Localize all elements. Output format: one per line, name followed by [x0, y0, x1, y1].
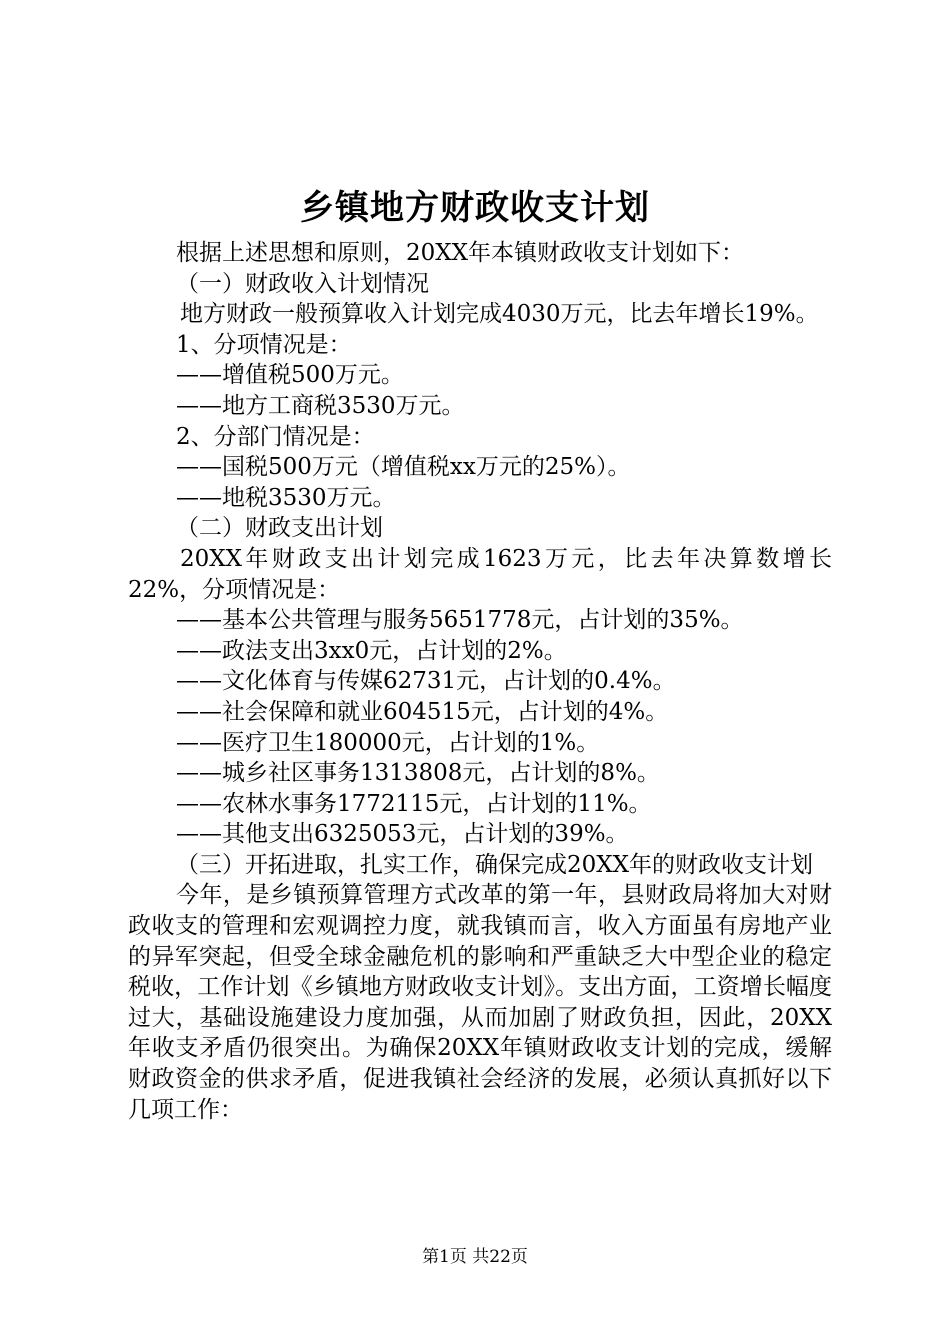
list-item: ——农林水事务1772115元，占计划的11%。 [176, 790, 652, 817]
paragraph-expenditure-total: 20XX年财政支出计划完成1623万元，比去年决算数增长22%，分项情况是： [128, 545, 832, 603]
list-item: ——其他支出6325053元，占计划的39%。 [176, 821, 629, 848]
list-item: ——国税500万元（增值税xx万元的25%）。 [176, 454, 631, 481]
list-item: ——地税3530万元。 [176, 484, 396, 511]
paragraph-intro: 根据上述思想和原则，20XX年本镇财政收支计划如下： [176, 240, 745, 266]
paragraph-revenue-total: 地方财政一般预算收入计划完成4030万元，比去年增长19%。 [180, 301, 819, 328]
list-heading-departments: 2、分部门情况是： [176, 423, 375, 450]
list-item: ——社会保障和就业604515元，占计划的4%。 [176, 698, 669, 725]
list-item: ——政法支出3xx0元，占计划的2%。 [176, 637, 567, 664]
list-item: ——医疗卫生180000元，占计划的1%。 [176, 729, 600, 756]
list-item: ——增值税500万元。 [176, 362, 404, 389]
list-item: ——城乡社区事务1313808元，占计划的8%。 [176, 760, 660, 787]
paragraph-measures: 今年，是乡镇预算管理方式改革的第一年，县财政局将加大对财政收支的管理和宏观调控力度，就我镇而言，收入方面虽有房地产业的异军突起，但受全球金融危机的影响和严重缺乏大中型企业的稳定税收，工作计划《乡镇地方财政收支计划》。支出方面，工资增长幅度过大，基础设施建设力度加强，从而加剧了财政负担，因此，20XX年收支矛盾仍很突出。为确保20XX年镇财政收支计划的完成，缓解财政资金的供求矛盾，促进我镇社会经济的发展，必须认真抓好以下几项工作： [128, 882, 832, 1123]
list-item: ——文化体育与传媒62731元，占计划的0.4%。 [176, 668, 676, 695]
list-item: ——基本公共管理与服务5651778元，占计划的35%。 [176, 607, 744, 634]
document-title: 乡镇地方财政收支计划 [300, 188, 650, 228]
document-body [128, 238, 832, 1125]
page-number-footer: 第1页 共22页 [422, 1247, 528, 1267]
section-heading-expenditure: （二）财政支出计划 [176, 515, 383, 542]
section-heading-revenue: （一）财政收入计划情况 [176, 270, 429, 297]
section-heading-measures: （三）开拓进取，扎实工作，确保完成20XX年的财政收支计划 [176, 851, 814, 878]
list-item: ——地方工商税3530万元。 [176, 392, 465, 419]
list-heading-items: 1、分项情况是： [176, 331, 352, 358]
